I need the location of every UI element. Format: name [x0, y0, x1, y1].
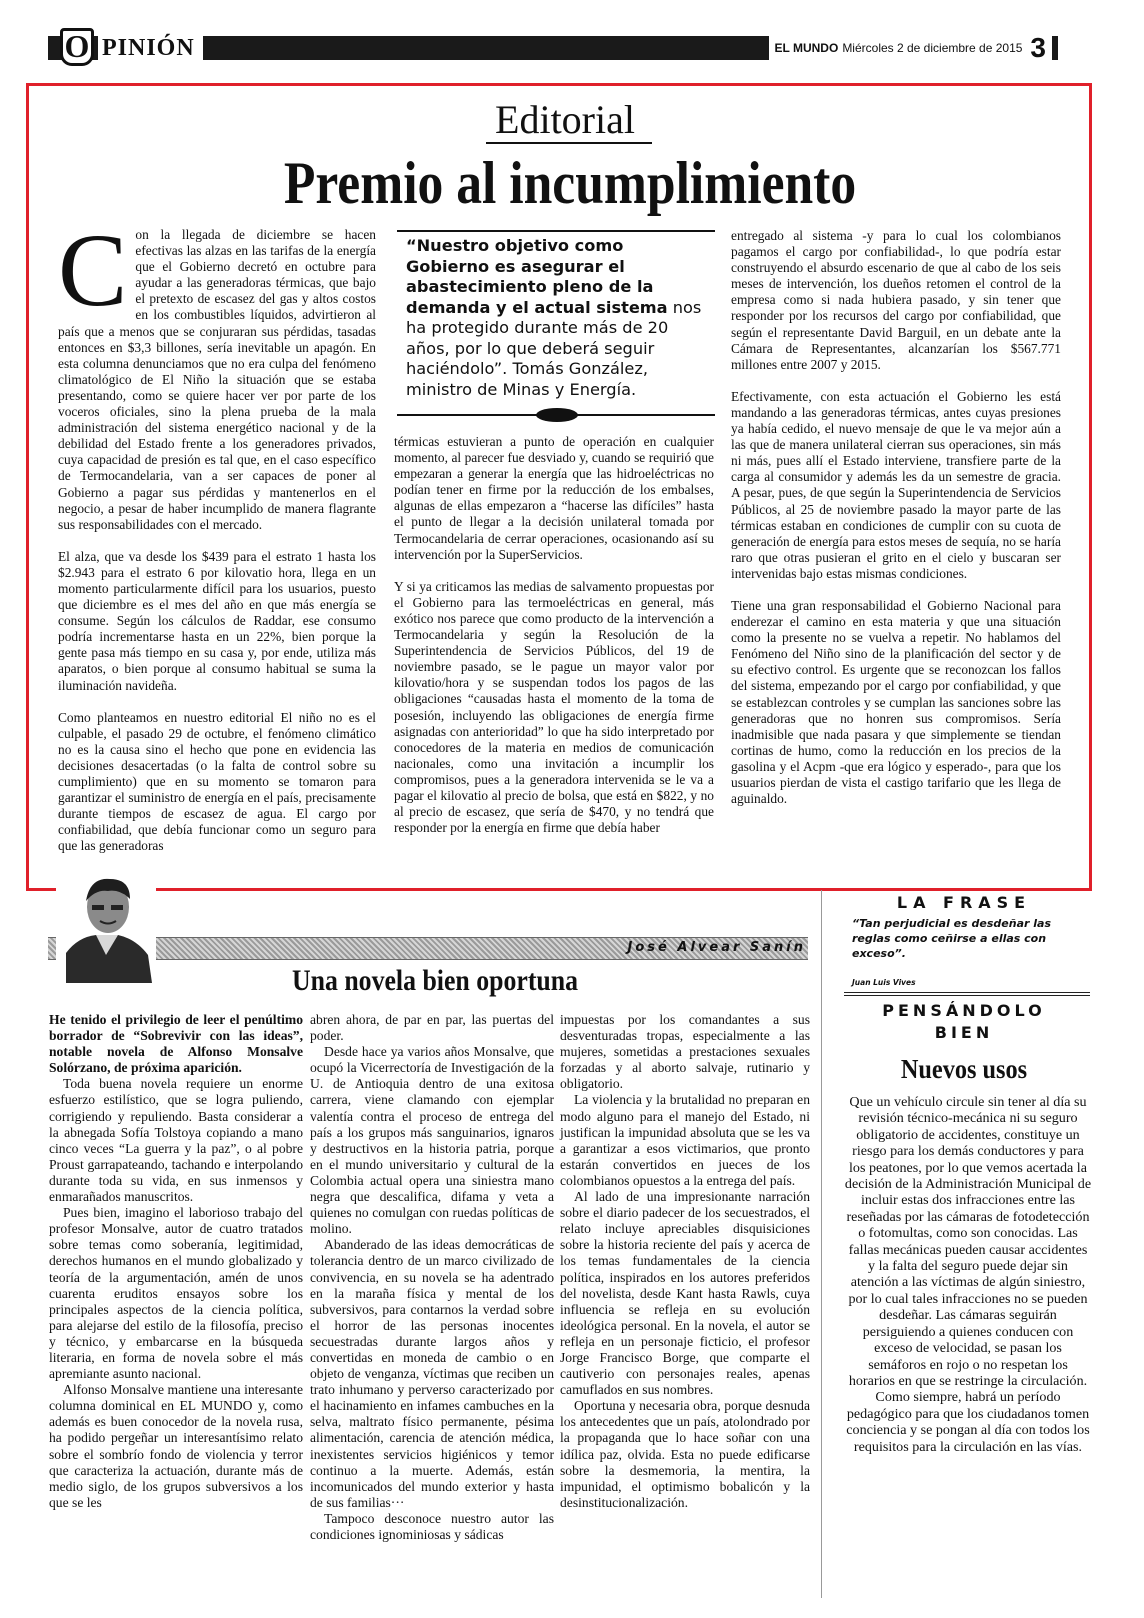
pull-quote-bold: “Nuestro objetivo como Gobierno es asegurar el abastecimiento pleno de la demanda y el actual sistema [406, 236, 668, 317]
column-text-2 [310, 1012, 554, 1543]
column-paragraph: Oportuna y necesaria obra, porque desnuda los antecedentes que un país, atolondrado por la propaganda que lo hace soñar con una idílica paz, olvida. Esta no puede edificarse sobre la desmemoria, la mentira, la impunidad, el optimismo bobalicón y la desinstitucionalización. [560, 1398, 810, 1510]
editorial-label-underline [486, 142, 652, 144]
editorial-headline: Premio al incumplimiento [283, 150, 857, 216]
columnist-photo [56, 871, 156, 983]
column-intro: He tenido el privilegio de leer el penúltimo borrador de “Sobrevivir con las ideas”, notable novela de Alfonso Monsalve Solórzano, de próxima aparición. [49, 1012, 303, 1076]
issue-date: Miércoles 2 de diciembre de 2015 [842, 41, 1023, 55]
la-frase-author: Juan Luis Vives [852, 978, 916, 987]
column-paragraph: Al lado de una impresionante narración sobre el diario padecer de los secuestrados, el relato incluye apreciables disquisiciones sobre la historia reciente del país y acerca de los temas fundamentales de la ciencia política, inspirados en los autores preferidos del novelista, desde Kant hasta Rawls, cuya influencia se refleja en su evolución ideológica personal. En la novela, el autor se refleja en un personaje ficticio, el profesor Jorge Francisco Borge, que comparte el cautiverio con personajes reales, apenas camuflados en sus nombres. [560, 1189, 810, 1398]
editorial-column-1 [58, 213, 376, 854]
column-paragraph: Toda buena novela requiere un enorme esfuerzo estilístico, que se logra puliendo, corrigiendo y repuliendo. Basta considerar a la abnegada Sofía Tolstoya copiando a mano cinco veces “La guerra y la paz”, o al pobre Proust garrapateando, tachando e interpolando durante toda su vida, en sus inmensos y enmarañados manuscritos. [49, 1076, 303, 1205]
columnist-name: José Alvear Sanín [627, 940, 806, 955]
sidebar-double-rule [844, 992, 1090, 996]
editorial-paragraph: entregado al sistema -y para lo cual los colombianos pagamos el cargo por confiabilidad-, lo que podría estar construyendo el absurdo escenario de que al cabo de los seis meses de intervención, los dueños retomen el control de la empresa como si nada hubiera pasado, y sin tener que responder por los recursos del cargo por confiabilidad, que según el representante David Barguil, en un debate ante la Cámara de Representantes, alcanzarían los $567.771 millones entre 2007 y 2015. [731, 228, 1061, 372]
la-frase-heading: LA FRASE [896, 893, 1032, 912]
column-paragraph: Abanderado de las ideas democráticas de tolerancia dentro de un marco civilizado de convivencia, en su novela se ha adentrado en la maraña física y mental de los subversivos, para contarnos la verdad sobre el horror de las personas inocentes secuestradas durante largos años y convertidas en moneda de cambio o en objeto de venganza, víctimas que reciben un trato inhumano y perverso caracterizado por el hacinamiento en infames cambuches en la selva, maltrato físico permanente, pésima alimentación, carencia de atención médica, inexistentes servicios higiénicos y temor continuo a la muerte. Además, están incomunicados del mundo exterior y hasta de sus familias··· [310, 1237, 554, 1510]
ornament-icon [536, 408, 578, 422]
pull-quote-rest: nos ha protegido durante más de 20 años, por lo que deberá seguir haciéndolo”. Tomás González, ministro de Minas y Energía. [406, 297, 702, 399]
section-initial: O [60, 28, 94, 66]
editorial-paragraph: Como planteamos en nuestro editorial El niño no es el culpable, el pasado 29 de octubre, el fenómeno climático no es la causa sino el hecho que pone en evidencia las decisiones desacertadas (o la falta de control sobre su cumplimiento) que en su momento se tomaron para garantizar el suministro de energía en el país, precisamente durante tiempos de escasez de agua. El cargo por confiabilidad, que debía funcionar como un seguro para que las generadoras [58, 709, 376, 854]
pensandolo-title: Nuevos usos [900, 1054, 1028, 1084]
sidebar-divider [821, 890, 822, 1598]
pensandolo-heading [850, 1000, 1078, 1044]
column-paragraph: impuestas por los comandantes a sus desventuradas tropas, especialmente a las mujeres, sometidas a prestaciones sexuales forzadas y al aborto salvaje, rutinario y obligatorio. [560, 1012, 810, 1092]
section-name: PINIÓN [98, 36, 203, 60]
column-paragraph: La violencia y la brutalidad no preparan en modo alguno para el manejo del Estado, ni justifican la impunidad absoluta que se les va a garantizar a esos victimarios, que pronto estarán convertidos en jueces de los colombianos opuestos a la entrega del país. [560, 1092, 810, 1188]
pensandolo-heading-line-2: BIEN [934, 1023, 994, 1042]
column-headline: Una novela bien oportuna [292, 964, 579, 997]
column-paragraph: Pues bien, imagino el laborioso trabajo del profesor Monsalve, autor de cuatro tratados sobre temas como soberanía, legitimidad, derechos humanos en el mundo globalizado y teoría de la argumentación, amén de unos cuarenta eruditos ensayos sobre los principales aspectos de la ciencia política, para alejarse del estilo de la filosofía, preciso y técnico, y embarcarse en la búsqueda literaria, en forma de novela sobre el más apremiante asunto nacional. [49, 1205, 303, 1382]
page-number: 3 [1030, 32, 1046, 63]
column-paragraph: abren ahora, de par en par, las puertas del poder. [310, 1012, 554, 1044]
column-text-3 [560, 1012, 810, 1511]
editorial-column-2 [394, 434, 714, 836]
drop-cap: C [58, 213, 128, 328]
editorial-paragraph: Efectivamente, con esta actuación el Gobierno les está mandando a las generadoras térmicas, antes cuyas presiones ya había cedido, el nuevo mensaje de que le va mejor aún a las que de manera unilateral cierran sus operaciones, sin más ni más, pues allí el Estado interviene, transfiere parte de la carga al consumidor y además les da un semestre de gracia. A pesar, pues, de que según la Superintendencia de Servicios Públicos, al 25 de noviembre pasado la mayor parte de las térmicas estaban en condiciones de cumplir con su cuota de generación de energía para estos meses de sequía, no se haría raro que otras pusieran el grito en el cielo y buscaran ser intervenidas bajo estas mismas condiciones. [731, 388, 1061, 581]
la-frase-quote: “Tan perjudicial es desdeñar las reglas como ceñirse a ellas con exceso”. [852, 917, 1051, 960]
pensandolo-heading-line-1: PENSÁNDOLO [882, 1001, 1046, 1020]
editorial-paragraph: El alza, que va desde los $439 para el estrato 1 hasta los $2.943 para el estrato 6 por kilovatio hora, llega en un momento particularmente difícil para los usuarios, puesto que diciembre es el mes del año en que más energía se consume. Según los cálculos de Raddar, ese consumo podría incrementarse hasta en un 22%, bien porque la gente pasa más tiempo en su casa y, por ende, utiliza más aparatos, o bien porque al consumo habitual se suma la iluminación navideña. [58, 548, 376, 693]
masthead [48, 28, 1058, 66]
masthead-info [769, 32, 1052, 63]
editorial-paragraph: Con la llegada de diciembre se hacen efectivas las alzas en las tarifas de la energía que el Gobierno decretó en octubre para ayudar a las generadoras térmicas, que bajo el pretexto de escasez del gas y altos costos en los combustibles líquidos, advirtieron al país que a menos que se conjuraran sus pérdidas, tasadas entonces en $3,3 billones, sería inevitable un apagón. En esta columna denunciamos que no era culpa del fenómeno climatológico de El Niño la situación que se estaba presentando, como se quiere hacer ver por parte de los voceros oficiales, sino la plena prueba de la mala administración del sistema energético nacional y de la debilidad del Estado frente a los generadores privados, cuya capacidad de presión es tal que, en el caso específico de Termocandelaria, van a ser capaces de poner al Gobierno a pagar sus pérdidas y mantenerlos en el negocio, a pesar de haber incumplido de manera flagrante sus responsabilidades con el mercado. [58, 213, 376, 532]
editorial-paragraph: térmicas estuvieran a punto de operación en cualquier momento, al parecer fue desviado y, cuando se requirió que empezaran a generar la energía que las hidroeléctricas no podían tener en firme por la reducción de los embalses, algunas de ellas empezaron a “hacerse las difíciles” hasta el punto de llegar a la decisión unilateral tomada por Termocandelaria de cerrar operaciones, ocasionando así su intervención por la SuperServicios. [394, 434, 714, 562]
editorial-label: Editorial [495, 97, 635, 142]
column-paragraph: Alfonso Monsalve mantiene una interesante columna dominical en EL MUNDO y, como además es buen conocedor de la novela rusa, ha podido pergeñar un interesantísimo relato sobre el sombrío fondo de violencia y terror que caracteriza la actuación, durante más de medio siglo, de los grupos subversivos a los que se les [49, 1382, 303, 1510]
column-text-1 [49, 1012, 303, 1511]
column-paragraph: Desde hace ya varios años Monsalve, que ocupó la Vicerrectoría de Investigación de la U. de Antioquia dentro de una exitosa carrera, viene clamando con ejemplar valentía contra el proceso de entrega del país a los grupos más sanguinarios, ignaros y destructivos en la historia patria, porque en el mundo universitario y cultural de la Colombia actual opera una siniestra mano negra que descalifica, difama y veta a quienes no comulgan con ruedas políticas de molino. [310, 1044, 554, 1237]
editorial-paragraph: Y si ya criticamos las medias de salvamento propuestas por el Gobierno para las termoeléctricas en general, más exótico nos parece que como producto de la intervención a Termocandelaria y según la Resolución de la Superintendencia de Servicios Públicos, del 19 de noviembre pasado, se le pague un mayor valor por kilovatio/hora y se suspendan todos los pagos de las obligaciones “causadas hasta el momento de la toma de posesión, incluyendo las obligaciones de energía firme asignadas con anterioridad” lo que ha sido interpretado por conocedores de la materia en medios de comunicación nacionales, como una invitación a incumplir los compromisos, pues a la generadora intervenida se le va a pagar el kilovatio al precio de bolsa, que está en $822, y no al precio de escasez, que sería de $470, y no tendrá que responder por la energía en firme que debía haber [394, 578, 714, 836]
pull-quote [406, 236, 706, 400]
column-paragraph: Tampoco desconoce nuestro autor las condiciones ignominiosas y sádicas [310, 1510, 554, 1542]
pull-quote-top-rule [397, 230, 715, 232]
pensandolo-body: Que un vehículo circule sin tener al día su revisión técnico-mecánica ni su seguro obligatorio de accidentes, constituye un riesgo para los demás conductores y para los peatones, por lo que vemos acertada la decisión de la Administración Municipal de incluir estas dos infracciones entre las reseñadas por las cámaras de fotodetección o fotomultas, como son conocidas. Las fallas mecánicas pueden causar accidentes y la falta del seguro puede dejar sin atención a las víctimas de algún siniestro, por lo cual tales infracciones no se pueden desdeñar. Las cámaras seguirán persiguiendo a quienes conducen con exceso de velocidad, se pasan los semáforos en rojo o no respetan los horarios en que se restringe la circulación. Como siempre, habrá un período pedagógico para que los ciudadanos tomen conciencia y se pongan al día con todos los requisitos para la circulación en las vías. [844, 1094, 1092, 1455]
editorial-paragraph: Tiene una gran responsabilidad el Gobierno Nacional para enderezar el camino en esta materia y que una situación como la presente no se vuelva a repetir. No hablamos del Fenómeno del Niño sino de la planificación del sector y de su efectivo control. Es urgente que se reconozcan los fallos del sistema, empezando por el cargo por confiabilidad, y que se establezcan controles y se cumplan las sanciones sobre las generadoras que no honren sus compromisos. Sería inadmisible que nada pasara y que simplemente se tiendan cortinas de humo, como la reducción en los precios de la gasolina y el Acpm -que era lógico y esperado-, para que los usuarios pierdan de vista el castigo tarifario que les llega de aguinaldo. [731, 597, 1061, 807]
publication-name: EL MUNDO [774, 41, 839, 55]
editorial-column-3 [731, 228, 1061, 807]
